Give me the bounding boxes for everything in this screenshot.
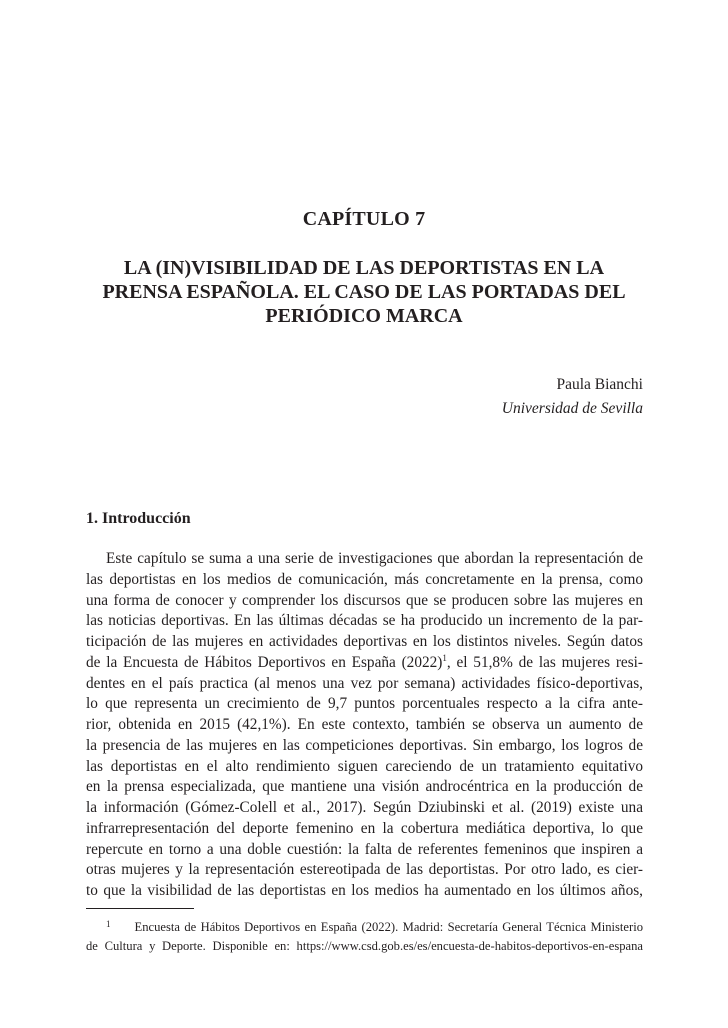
footnote-divider [86,908,194,909]
body-line-part: de la Encuesta de Hábitos Deportivos en España (2022) [86,653,443,671]
chapter-title [80,256,648,328]
footnote-text: Encuesta de Hábitos Deportivos en España (2022). Madrid: Secretaría General Técnica Ministerio [134,920,643,934]
author-block [502,373,643,421]
body-line: las deportistas en el alto rendimiento siguen careciendo de un tratamiento equitativo [86,757,643,775]
body-line: la presencia de las mujeres en las competiciones deportivas. Sin embargo, los logros de [86,736,643,754]
footnote-line [86,915,643,937]
footnote-marker: 1 [106,919,111,929]
body-line: rior, obtenida en 2015 (42,1%). En este contexto, también se observa un aumento de [86,716,643,733]
body-line: otras mujeres y la representación estereotipada de las deportistas. Por otro lado, es cier- [86,861,643,879]
body-line: una forma de conocer y comprender los discursos que se producen sobre las mujeres en [86,591,643,609]
title-line: PERIÓDICO MARCA [265,305,463,327]
body-line-part: , el 51,8% de las mujeres resi- [446,653,643,671]
body-line: la información (Gómez-Colell et al., 2017). Según Dziubinski et al. (2019) existe una [86,799,643,816]
body-line: to que la visibilidad de las deportistas en los medios ha aumentado en los últimos años, [86,882,643,899]
author-name: Paula Bianchi [556,376,643,393]
chapter-heading: CAPÍTULO 7 [302,208,426,230]
body-text [86,549,643,902]
body-line: repercute en torno a una doble cuestión: la falta de referentes femeninos que inspiren a [86,840,643,858]
body-line: en la prensa especializada, que mantiene una visión androcéntrica en la producción de [86,778,643,796]
section-heading: 1. Introducción [86,510,191,527]
body-line: Este capítulo se suma a una serie de investigaciones que abordan la representación de [106,550,643,567]
body-line: las deportistas en los medios de comunicación, más concretamente en la prensa, como [86,570,643,588]
body-line: lo que representa un crecimiento de 9,7 puntos porcentuales respecto a la cifra ante- [86,695,643,713]
body-line: infrarrepresentación del deporte femenino en la cobertura mediática deportiva, lo que [86,819,643,837]
body-line-with-footnote [86,653,643,674]
title-line: LA (IN)VISIBILIDAD DE LAS DEPORTISTAS EN LA [123,257,605,279]
title-line: PRENSA ESPAÑOLA. EL CASO DE LAS PORTADAS DEL [102,281,626,303]
footnote-reference[interactable]: 1 [442,652,447,663]
footnote [86,915,643,956]
author-affiliation: Universidad de Sevilla [501,400,643,417]
body-line: dentes en el país practica (al menos una vez por semana) actividades físico-deportivas, [86,674,643,692]
body-line: ticipación de las mujeres en actividades deportivas en los distintos niveles. Según datos [86,633,643,650]
footnote-line: de Cultura y Deporte. Disponible en: https://www.csd.gob.es/es/encuesta-de-habitos-deportivos-en-espana [86,939,643,953]
body-line: las noticias deportivas. En las últimas décadas se ha producido un incremento de la par- [86,612,643,630]
